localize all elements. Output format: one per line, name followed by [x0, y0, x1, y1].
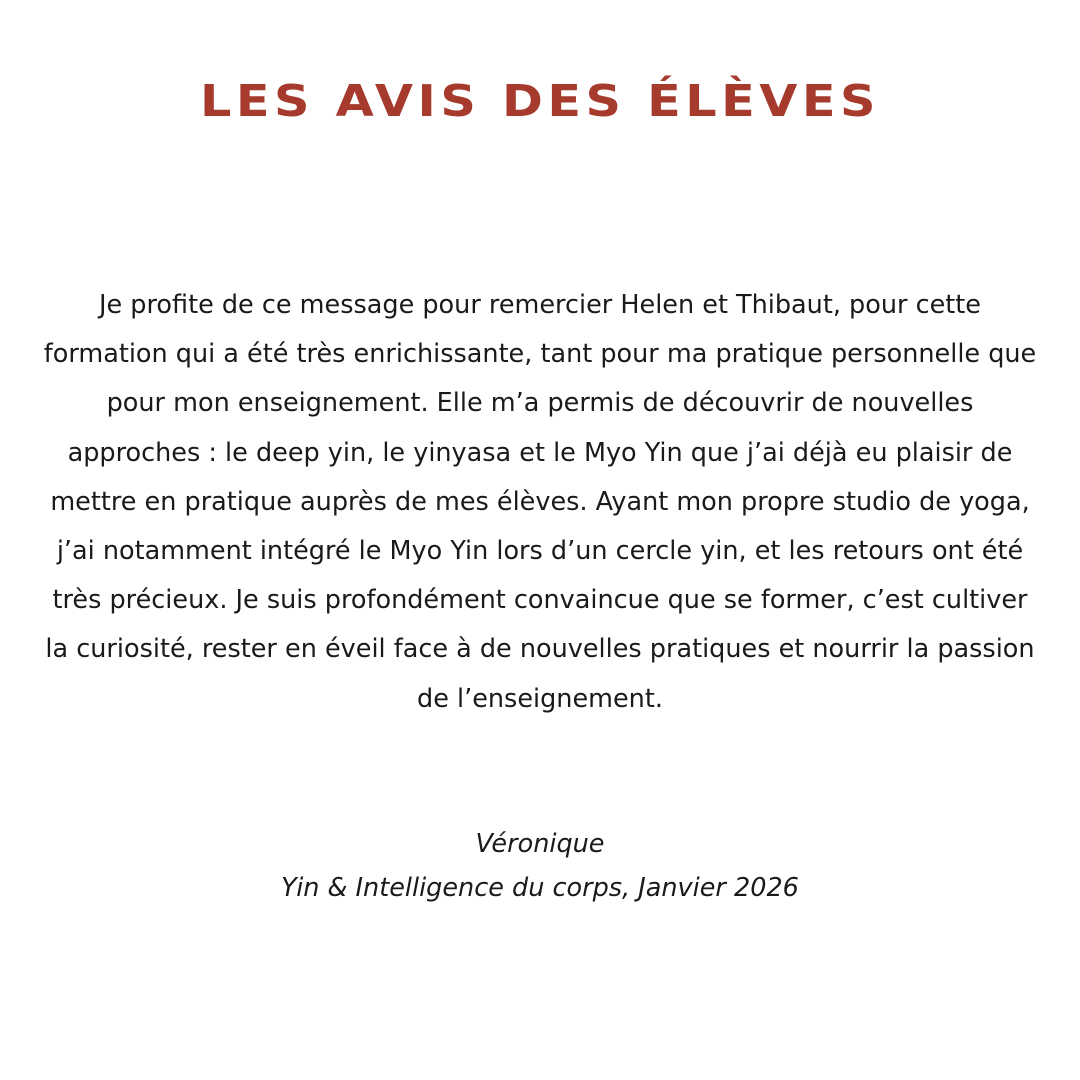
testimonial-text: Je profite de ce message pour remercier Helen et Thibaut, pour cette formation qui a été très enrichissante, tant pour ma pratique personnelle que pour mon enseignement. Elle m’a permis de découvrir de nouvelles approches : le deep yin, le yinyasa et le Myo Yin que j’ai déjà eu plaisir de mettre en pratique auprès de mes élèves. Ayant mon propre studio de yoga, j’ai notamment intégré le Myo Yin lors d’un cercle yin, et les retours ont été très précieux. Je suis profondément convaincue que se former, c’est cultiver la curiosité, rester en éveil face à de nouvelles pratiques et nourrir la passion de l’enseignement. — [43, 290, 1037, 714]
course-info: Yin & Intelligence du corps, Janvier 2026 — [281, 873, 799, 903]
testimonial-signature — [0, 822, 1080, 910]
author-name: Véronique — [475, 829, 605, 859]
page-title: LES AVIS DES ÉLÈVES — [199, 76, 880, 127]
